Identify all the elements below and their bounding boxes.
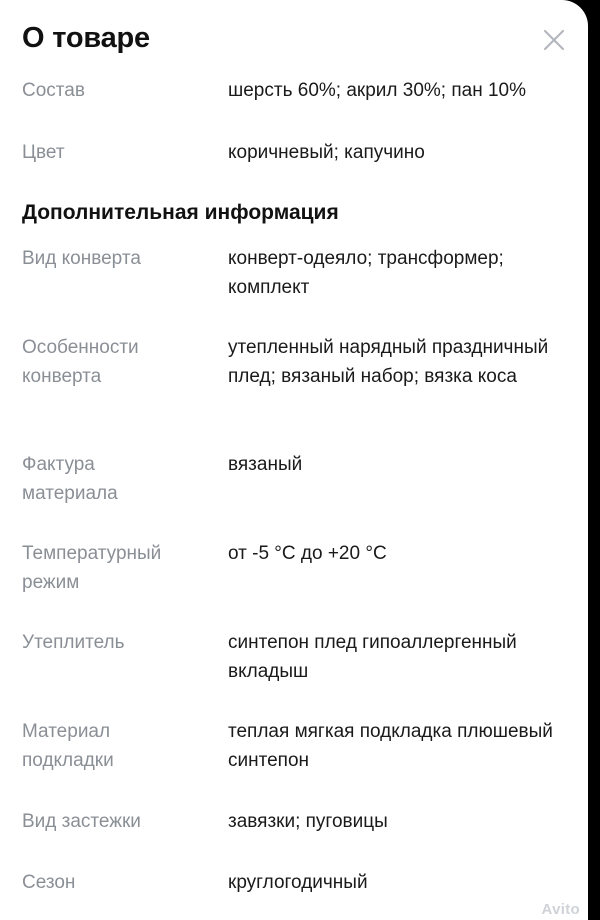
close-icon: [540, 26, 568, 54]
spec-value: круглогодичный: [228, 872, 368, 893]
spec-label: Особенности конверта: [22, 337, 139, 387]
close-button[interactable]: [540, 26, 568, 54]
sheet-header: [22, 20, 570, 64]
avito-watermark: Avito: [541, 901, 580, 918]
spec-value: шерсть 60%; акрил 30%; пан 10%: [228, 80, 527, 101]
spec-value: коричневый; капучино: [228, 142, 425, 163]
spec-value: вязаный: [228, 454, 303, 475]
spec-label: Фактура материала: [22, 454, 118, 504]
spec-label: Вид конверта: [22, 248, 141, 269]
spec-value: завязки; пуговицы: [228, 811, 388, 832]
spec-label: Сезон: [22, 872, 76, 893]
spec-label: Состав: [22, 80, 85, 101]
sheet-title: О товаре: [22, 22, 150, 54]
section-title-additional: Дополнительная информация: [22, 201, 339, 224]
spec-label: Вид застежки: [22, 811, 141, 832]
spec-label: Материал подкладки: [22, 721, 114, 771]
spec-value: теплая мягкая подкладка плюшевый синтепон: [228, 721, 553, 771]
spec-label: Утеплитель: [22, 632, 125, 653]
spec-value: от -5 °C до +20 °C: [228, 543, 387, 564]
spec-label: Цвет: [22, 142, 65, 163]
spec-value: конверт-одеяло; трансформер; комплект: [228, 248, 504, 298]
spec-label: Температурный режим: [22, 543, 162, 593]
spec-value: синтепон плед гипоаллергенный вкладыш: [228, 632, 517, 682]
spec-value: утепленный нарядный праздничный плед; вязаный набор; вязка коса: [228, 337, 549, 387]
